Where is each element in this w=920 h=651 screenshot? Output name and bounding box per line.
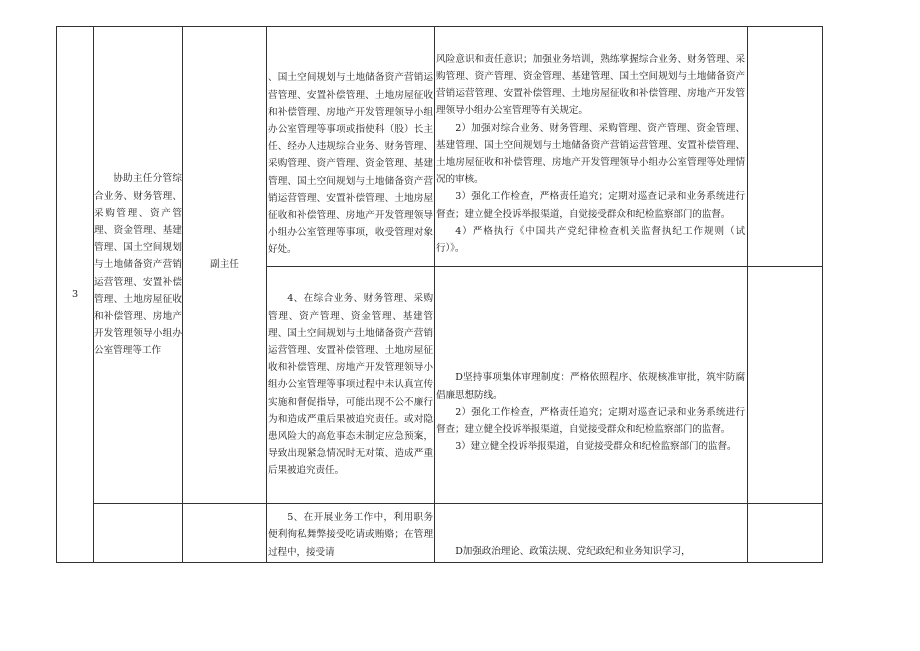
measure-cell xyxy=(435,27,748,267)
measure-paragraph: 3）建立健全投诉举报渠道，自觉接受群众和纪检监察部门的监督。 xyxy=(455,441,737,453)
position-cell xyxy=(183,27,267,504)
table-row xyxy=(57,27,823,267)
risk-point-text: 、国土空间规划与土地储备资产营销运营管理、安置补偿管理、土地房屋征收和补偿管理、房地产开发管理领导小组办公室管理等事项或指使科（股）长主任、经办人违规综合业务、财务管理、采购管理、资产管理、资金管理、基建管理、国土空间规划与土地储备资产营销运营管理、安置补偿管理、土地房屋征收和补偿管理、房地产开发管理领导小组办公室管理等事项，收受管理对象好处。 xyxy=(268,72,433,256)
risk-cell xyxy=(267,504,435,563)
risk-cell xyxy=(267,267,435,504)
measure-paragraph: 2）强化工作检查，严格责任追究；定期对巡查记录和业务系统进行督查；建立健全投诉举报渠道，自觉接受群众和纪检监察部门的监督。 xyxy=(436,406,745,436)
empty-cell xyxy=(748,504,823,563)
measure-paragraph: 4）严格执行《中国共产党纪律检查机关监督执纪工作规则（试行）》。 xyxy=(436,225,745,255)
risk-point-text: 5、在开展业务工作中，利用职务便利徇私舞弊接受吃请或贿赂；在管理过程中，接受请 xyxy=(268,512,433,558)
empty-cell xyxy=(183,504,267,563)
row-number-cell xyxy=(57,27,94,563)
department-cell xyxy=(94,27,183,504)
row-number: 3 xyxy=(71,288,79,300)
measure-paragraph: 3）强化工作检查，严格责任追究；定期对巡查记录和业务系统进行督查；建立健全投诉举报渠道，自觉接受群众和纪检监察部门的监督。 xyxy=(436,191,745,220)
position-title: 副主任 xyxy=(210,259,239,271)
measure-paragraph: D加强政治理论、政策法规、党纪政纪和业务知识学习， xyxy=(455,546,691,558)
department-duties: 协助主任分管综合业务、财务管理、采购管理、资产管理、资金管理、基建管理、国土空间规划与土地储备资产营销运营管理、安置补偿管理、土地房屋征收和补偿管理、房地产开发管理领导小组办公室管理等工作 xyxy=(94,173,182,357)
measure-paragraph: 风险意识和责任意识；加强业务培训，熟练掌握综合业务、财务管理、采购管理、资产管理、资金管理、基建管理、国土空间规划与土地储备资产营销运营管理、安置补偿管理、土地房屋征收和补偿管理、房地产开发管理领导小组办公室管理等有关规定。 xyxy=(436,53,745,117)
measure-cell xyxy=(435,504,748,563)
measure-paragraph: D坚持事项集体审理制度：严格依照程序、依规核准审批，筑牢防腐倡廉思想防线。 xyxy=(436,372,745,401)
risk-control-table xyxy=(56,26,823,563)
table-row xyxy=(57,504,823,563)
empty-cell xyxy=(748,27,823,267)
risk-point-text: 4、在综合业务、财务管理、采购管理、资产管理、资金管理、基建管理、国土空间规划与土地储备资产营销运营管理、安置补偿管理、土地房屋征收和补偿管理、房地产开发管理领导小组办公室管理等事项过程中未认真宣传实施和督促指导，可能出现不公不廉行为和造成严重后果被追究责任。或对隐患风险大的高危事态未制定应急预案，导致出现紧急情况时无对策、造成严重后果被追究责任。 xyxy=(268,293,433,477)
risk-cell xyxy=(267,27,435,267)
empty-cell xyxy=(94,504,183,563)
measure-cell xyxy=(435,267,748,504)
empty-cell xyxy=(748,267,823,504)
measure-paragraph: 2）加强对综合业务、财务管理、采购管理、资产管理、资金管理、基建管理、国土空间规划与土地储备资产营销运营管理、安置补偿管理、土地房屋征收和补偿管理、房地产开发管理领导小组办公室管理等处理情况的审核。 xyxy=(436,122,745,186)
